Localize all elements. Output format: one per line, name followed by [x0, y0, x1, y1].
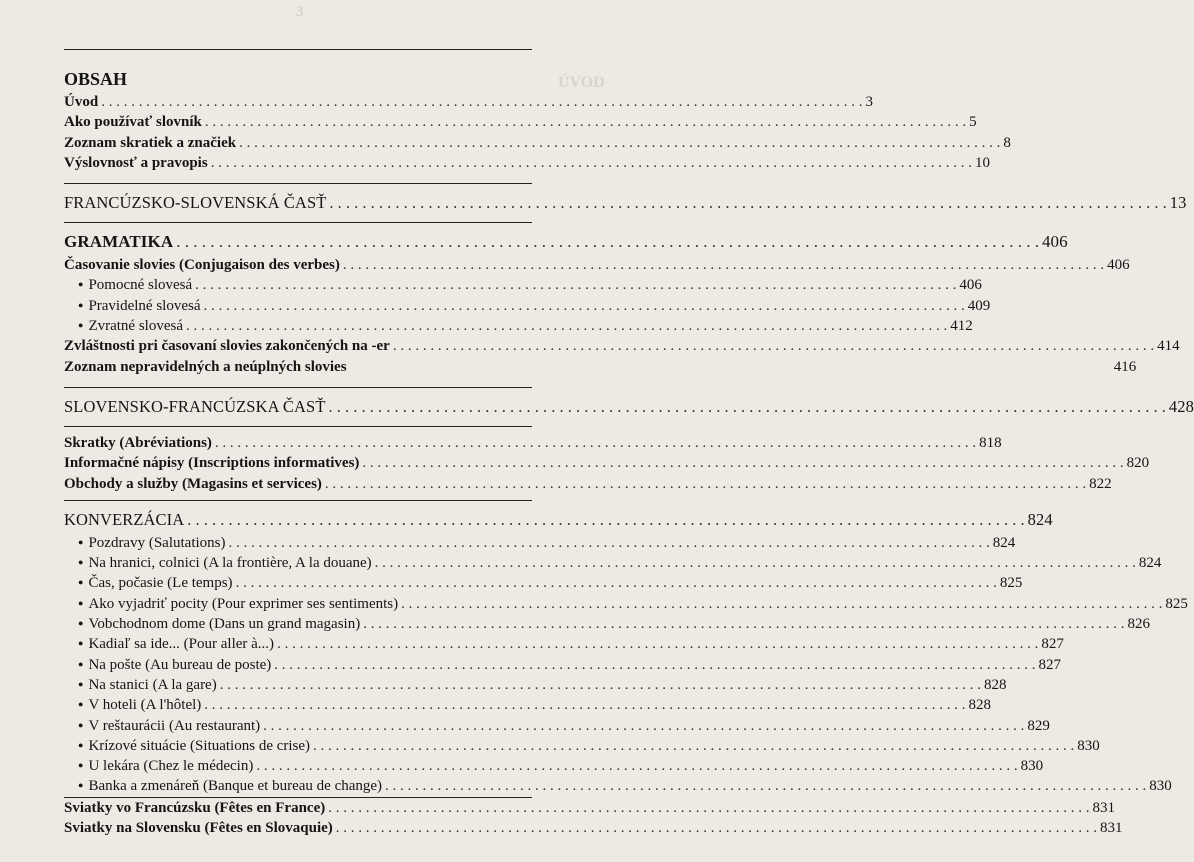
leader-dots — [385, 776, 1146, 796]
toc-subentry-border[interactable] — [64, 553, 1162, 573]
toc-section-page: 824 — [1027, 509, 1053, 529]
toc-section-sk-fr[interactable] — [64, 394, 1194, 420]
toc-entry-page: 825 — [1165, 595, 1188, 612]
toc-entry-title: V reštaurácii (Au restaurant) — [88, 717, 261, 734]
bullet-icon: ● — [78, 597, 84, 608]
toc-entry-title: Zvratné slovesá — [88, 318, 183, 335]
bullet-icon: ● — [78, 739, 84, 750]
toc-entry-page: 406 — [959, 277, 982, 294]
toc-entry-page: 830 — [1020, 758, 1044, 775]
header-rule — [64, 49, 532, 50]
toc-entry-page: 830 — [1149, 778, 1172, 795]
toc-subentry-directions[interactable] — [64, 634, 1064, 654]
toc-section-title: KONVERZÁCIA — [64, 509, 185, 529]
toc-section-title: FRANCÚZSKO-SLOVENSKÁ ČASŤ — [64, 193, 327, 213]
toc-entry-page: 826 — [1127, 616, 1150, 633]
toc-entry-uvod[interactable] — [64, 92, 873, 112]
leader-dots — [215, 433, 976, 453]
leader-dots — [101, 92, 862, 112]
toc-entry-page: 412 — [950, 318, 973, 335]
leader-dots — [325, 474, 1086, 494]
toc-subentry-reflexive[interactable] — [64, 316, 973, 336]
toc-entry-page: 828 — [968, 697, 992, 714]
toc-subentry-greetings[interactable] — [64, 533, 1016, 553]
toc-entry-title: Kadiaľ sa ide... (Pour aller à...) — [88, 636, 275, 653]
toc-subentry-feelings[interactable] — [64, 594, 1188, 614]
leader-dots — [343, 255, 1104, 275]
leader-dots — [328, 798, 1089, 818]
toc-entry-shops[interactable] — [64, 474, 1112, 494]
toc-entry-title: Informačné nápisy (Inscriptions informatives) — [64, 455, 360, 472]
toc-subentry-department-store[interactable] — [64, 614, 1150, 634]
bullet-icon: ● — [78, 699, 84, 710]
toc-entry-title: V hoteli (A l'hôtel) — [88, 697, 202, 714]
bullet-icon: ● — [78, 719, 84, 730]
leader-dots — [256, 756, 1017, 776]
toc-entry-holidays-slovakia[interactable] — [64, 818, 1123, 838]
toc-entry-conjugation[interactable] — [64, 255, 1130, 275]
bullet-icon: ● — [78, 780, 84, 791]
toc-entry-title: Obchody a služby (Magasins et services) — [64, 475, 322, 492]
leader-dots — [236, 573, 997, 593]
leader-dots — [363, 614, 1124, 634]
toc-subentry-regular[interactable] — [64, 296, 991, 316]
toc-entry-page: 825 — [999, 575, 1023, 592]
toc-entry-title: Skratky (Abréviations) — [64, 434, 212, 451]
bullet-icon: ● — [78, 536, 84, 547]
bullet-icon: ● — [78, 678, 84, 689]
toc-entry-page: 414 — [1157, 338, 1180, 355]
toc-section-page: 406 — [1041, 232, 1068, 252]
leader-dots — [186, 316, 947, 336]
toc-entry-page: 831 — [1100, 820, 1123, 837]
toc-section-conversation[interactable] — [64, 507, 1053, 533]
leader-dots — [205, 112, 966, 132]
toc-subentry-auxiliary[interactable] — [64, 275, 982, 295]
toc-subentry-restaurant[interactable] — [64, 716, 1050, 736]
toc-entry-title: Pomocné slovesá — [88, 277, 193, 294]
leader-dots — [393, 336, 1154, 356]
toc-entry-title: Zoznam skratiek a značiek — [64, 134, 237, 151]
leader-dots — [195, 275, 956, 295]
toc-entry-page: 406 — [1107, 257, 1130, 274]
toc-entry-title: Časovanie slovies (Conjugaison des verbes) — [64, 257, 340, 274]
toc-entry-page: 824 — [992, 534, 1016, 551]
toc-entry-page: 3 — [865, 94, 873, 110]
toc-entry-page: 827 — [1041, 636, 1064, 653]
leader-dots — [362, 453, 1123, 473]
bleed-through-text: ÚVOD — [558, 74, 605, 91]
toc-entry-title: Pravidelné slovesá — [88, 297, 201, 314]
leader-dots — [375, 553, 1136, 573]
toc-entry-page: 822 — [1089, 475, 1112, 492]
leader-dots — [229, 533, 990, 553]
toc-entry-title: Na hranici, colnici (A la frontière, A la douane) — [88, 555, 372, 572]
toc-entry-title: Pozdravy (Salutations) — [88, 534, 226, 551]
toc-entry-title: Ako používať slovník — [64, 114, 202, 131]
toc-title: OBSAH — [64, 69, 128, 89]
toc-entry-page: 828 — [983, 676, 1007, 693]
toc-entry-page: 5 — [969, 114, 977, 131]
toc-entry-page: 416 — [1113, 358, 1137, 375]
toc-entry-holidays-france[interactable] — [64, 798, 1115, 818]
toc-subentry-doctor[interactable] — [64, 756, 1044, 776]
toc-section-page: 13 — [1169, 193, 1187, 213]
toc-subentry-station[interactable] — [64, 675, 1007, 695]
bullet-icon: ● — [78, 320, 84, 331]
toc-entry-page: 820 — [1126, 455, 1150, 472]
bullet-icon: ● — [78, 618, 84, 629]
toc-entry-title: Sviatky vo Francúzsku (Fêtes en France) — [64, 799, 326, 816]
leader-dots — [274, 655, 1035, 675]
toc-entry-page: 10 — [974, 154, 990, 171]
toc-entry-abbreviations-list[interactable] — [64, 133, 1011, 153]
leader-dots — [313, 736, 1074, 756]
table-of-contents — [64, 66, 1194, 838]
toc-section-title: SLOVENSKO-FRANCÚZSKA ČASŤ — [64, 396, 326, 416]
bullet-icon: ● — [78, 279, 84, 290]
toc-entry-title: Vobchodnom dome (Dans un grand magasin) — [88, 616, 361, 633]
bullet-icon: ● — [78, 760, 84, 771]
toc-entry-inscriptions[interactable] — [64, 453, 1150, 473]
toc-entry-title: Krízové situácie (Situations de crise) — [88, 737, 311, 754]
toc-subentry-weather[interactable] — [64, 573, 1023, 593]
toc-subentry-crisis[interactable] — [64, 736, 1100, 756]
toc-entry-irregular-verbs[interactable] — [64, 357, 1137, 377]
toc-entry-usage[interactable] — [64, 112, 977, 132]
leader-dots — [176, 229, 1039, 255]
toc-entry-page: 831 — [1092, 799, 1115, 816]
toc-entry-page: 827 — [1038, 656, 1062, 673]
toc-entry-page: 824 — [1138, 555, 1162, 572]
toc-entry-title: Ako vyjadriť pocity (Pour exprimer ses sentiments) — [88, 595, 399, 612]
toc-entry-page: 818 — [979, 434, 1002, 451]
bullet-icon: ● — [78, 299, 84, 310]
toc-subentry-post-office[interactable] — [64, 655, 1062, 675]
leader-dots — [277, 634, 1038, 654]
toc-entry-title: Zvláštnosti pri časovaní slovies zakončených na -er — [64, 338, 390, 355]
toc-entry-page: 830 — [1077, 737, 1100, 754]
toc-section-grammar[interactable] — [64, 229, 1068, 255]
toc-section-page: 428 — [1168, 396, 1194, 416]
leader-dots — [204, 695, 965, 715]
toc-entry-title: Na stanici (A la gare) — [88, 676, 217, 693]
toc-subentry-hotel[interactable] — [64, 695, 992, 715]
toc-entry-title: Úvod — [64, 94, 99, 110]
leader-dots — [204, 296, 965, 316]
leader-dots — [211, 153, 972, 173]
leader-dots — [329, 190, 1166, 216]
bullet-icon: ● — [78, 557, 84, 568]
toc-entry-page: 829 — [1027, 717, 1050, 734]
leader-dots — [263, 716, 1024, 736]
leader-dots — [329, 394, 1166, 420]
toc-subentry-bank[interactable] — [64, 776, 1172, 796]
toc-entry-title: Zoznam nepravidelných a neúplných slovies — [64, 358, 347, 375]
leader-dots — [187, 507, 1024, 533]
leader-dots — [239, 133, 1000, 153]
toc-entry-abreviations[interactable] — [64, 433, 1002, 453]
bullet-icon: ● — [78, 577, 84, 588]
toc-section-fr-sk[interactable] — [64, 190, 1187, 216]
toc-entry-title: Banka a zmenáreň (Banque et bureau de change) — [88, 778, 383, 795]
leader-dots — [401, 594, 1162, 614]
toc-entry-page: 8 — [1003, 134, 1011, 151]
bullet-icon: ● — [78, 638, 84, 649]
leader-dots — [220, 675, 981, 695]
leader-dots — [336, 818, 1097, 838]
toc-entry-title: Na pošte (Au bureau de poste) — [88, 656, 272, 673]
toc-entry-title: U lekára (Chez le médecin) — [88, 758, 254, 775]
page-number: 3 — [295, 4, 305, 20]
toc-entry-pronunciation[interactable] — [64, 153, 990, 173]
toc-entry-title: Sviatky na Slovensku (Fêtes en Slovaquie) — [64, 820, 333, 837]
toc-entry-er-verbs[interactable] — [64, 336, 1180, 356]
toc-entry-title: Výslovnosť a pravopis — [64, 154, 208, 171]
toc-section-title: GRAMATIKA — [64, 232, 174, 252]
bullet-icon: ● — [78, 658, 84, 669]
toc-entry-title: Čas, počasie (Le temps) — [88, 575, 233, 592]
toc-entry-page: 409 — [967, 297, 991, 314]
